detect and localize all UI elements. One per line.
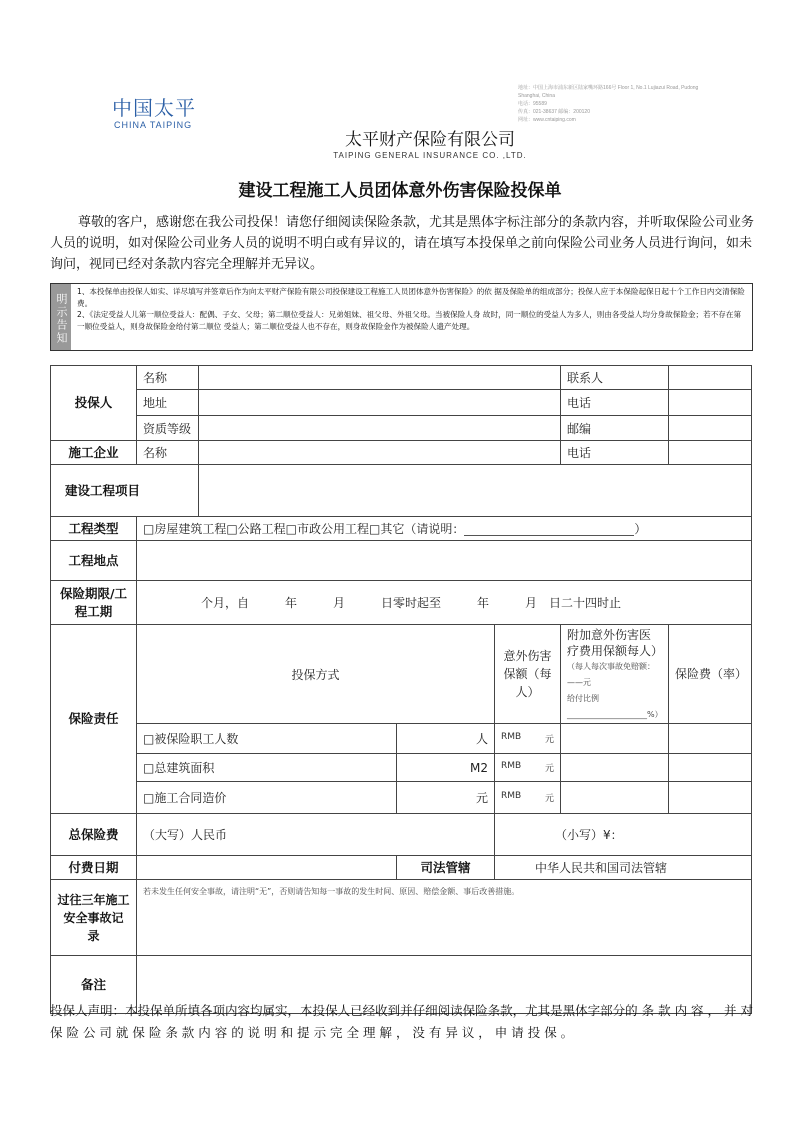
accident-header: 意外伤害保额（每人） xyxy=(495,625,561,724)
policyholder-label: 投保人 xyxy=(51,366,137,441)
project-location-label: 工程地点 xyxy=(51,541,137,581)
medical-amount-2[interactable] xyxy=(561,754,669,782)
notice-item: 1、本投保单由投保人如实、详尽填写并签章后作为向太平财产保险有限公司投保建设工程施工人员团体意外伤害保险》的依 据及保险单的组成部分；投保人应于本保险起保日起十个工作日内交清保险费。 xyxy=(77,287,745,308)
notice-label: 明示告知 xyxy=(51,284,71,350)
address-line: 地址：中国上海市浦东新区陆家嘴环路166号 Floor 1, No.1 Lujiazui Road, Pudong xyxy=(518,85,699,91)
qualification-field[interactable] xyxy=(199,416,561,441)
address-line: Shanghai, China xyxy=(518,93,555,99)
safety-history-field[interactable]: 若未发生任何安全事故，请注明“无”，否则请告知每一事故的发生时间、原因、赔偿金额、事后改善措施。 xyxy=(137,880,752,956)
project-label: 建设工程项目 xyxy=(51,465,199,517)
medical-header: 附加意外伤害医疗费用保额每人） xyxy=(567,628,664,658)
construction-company-label: 施工企业 xyxy=(51,441,137,465)
premium-rate-1[interactable] xyxy=(669,724,752,754)
total-premium-upper[interactable]: （大写）人民币 xyxy=(137,814,495,856)
rmb-label: RMB xyxy=(501,791,522,801)
document-title: 建设工程施工人员团体意外伤害保险投保单 xyxy=(238,181,562,201)
address-line: 传真：021-38637 邮编：200120 xyxy=(518,109,590,115)
construction-company-name-field[interactable] xyxy=(199,441,561,465)
payment-date-field[interactable] xyxy=(137,856,397,880)
logo-chinese: 中国太平 xyxy=(112,96,196,120)
option-insured-count[interactable]: □被保险职工人数 xyxy=(137,724,397,754)
period-label: 保险期限/工程工期 xyxy=(51,581,137,625)
medical-amount-1[interactable] xyxy=(561,724,669,754)
company-address-block xyxy=(518,84,778,124)
project-location-field[interactable] xyxy=(137,541,752,581)
safety-history-label: 过往三年施工安全事故记 录 xyxy=(51,880,137,956)
project-type-label: 工程类型 xyxy=(51,517,137,541)
method-header: 投保方式 xyxy=(137,625,495,724)
unit-persons: 人 xyxy=(397,724,495,754)
logo-english: CHINA TAIPING xyxy=(114,120,193,130)
company-name-chinese: 太平财产保险有限公司 xyxy=(345,130,515,150)
rmb-label: RMB xyxy=(501,732,522,742)
application-form-table xyxy=(50,365,752,1014)
project-type-other-field[interactable] xyxy=(464,523,634,536)
rmb-amount-1[interactable] xyxy=(495,724,561,754)
premium-rate-2[interactable] xyxy=(669,754,752,782)
intro-paragraph: 尊敬的客户，感谢您在我公司投保！请您仔细阅读保险条款，尤其是黑体字标注部分的条款内容，并听取保险公司业务人员的说明，如对保险公司业务人员的说明不明白或有异议的，请在填写本投保单之前向保险公司业务人员进行询问，如未询问，视同已经对条款内容完全理解并无异议。 xyxy=(50,215,755,272)
contact-field[interactable] xyxy=(669,366,752,390)
qualification-label: 资质等级 xyxy=(137,416,199,441)
company-name-label: 名称 xyxy=(137,441,199,465)
company-name-english: TAIPING GENERAL INSURANCE CO. ,LTD. xyxy=(333,151,527,160)
policyholder-name-field[interactable] xyxy=(199,366,561,390)
total-premium-lower[interactable]: （小写）¥： xyxy=(495,814,752,856)
contact-label: 联系人 xyxy=(561,366,669,390)
notice-body xyxy=(71,284,752,350)
project-type-close: ） xyxy=(634,522,647,536)
company-phone-field[interactable] xyxy=(669,441,752,465)
policyholder-declaration: 投保人声明：本投保单所填各项内容均属实，本投保人已经收到并仔细阅读保险条款，尤其是黑体字部分的 条 款 内 容 ， 并 对 保 险 公 司 就 保 险 条 款 内 容 的 说 明 和 提 示 完 全 理 解 ， 没 有 异 议 ， 申 请 投 保 。 xyxy=(50,1003,753,1040)
address-field[interactable] xyxy=(199,390,561,416)
address-label: 地址 xyxy=(137,390,199,416)
period-field[interactable]: 个月，自 年 月 日零时起至 年 月 日二十四时止 xyxy=(137,581,752,625)
phone-label: 电话 xyxy=(561,390,669,416)
rmb-label: RMB xyxy=(501,761,522,771)
phone-field[interactable] xyxy=(669,390,752,416)
premium-rate-3[interactable] xyxy=(669,782,752,814)
address-line: 电话：95589 xyxy=(518,101,547,107)
payment-date-label: 付费日期 xyxy=(51,856,137,880)
project-field[interactable] xyxy=(199,465,752,517)
jurisdiction-value: 中华人民共和国司法管辖 xyxy=(495,856,752,880)
address-line: 网址：www.cntaiping.com xyxy=(518,117,576,123)
total-premium-label: 总保险费 xyxy=(51,814,137,856)
postcode-label: 邮编 xyxy=(561,416,669,441)
option-building-area[interactable]: □总建筑面积 xyxy=(137,754,397,782)
premium-rate-header: 保险费（率） xyxy=(669,625,752,724)
medical-deductible: （每人每次事故免赔额：——元 xyxy=(567,662,656,687)
rmb-amount-2[interactable] xyxy=(495,754,561,782)
unit-square-meters: M2 xyxy=(397,754,495,782)
unit-yuan: 元 xyxy=(397,782,495,814)
medical-ratio: 给付比例____________________%） xyxy=(567,694,663,719)
company-phone-label: 电话 xyxy=(561,441,669,465)
project-type-checkboxes[interactable]: □房屋建筑工程□公路工程□市政公用工程□其它（请说明： xyxy=(143,522,465,536)
notice-item: 2、《法定受益人儿第一顺位受益人：配偶、子女、父母；第二顺位受益人：兄弟姐妹、祖父母、外祖父母。当被保险人身 故时，同一顺位的受益人为多人，则由各受益人均分身故保险金；若不存在第一顺位受益人，则身故保险金给付第二顺位 受益人；第二顺位受益人也不存在，则身故保险金作为被保险人遗产处理。 xyxy=(77,310,742,331)
project-type-options[interactable] xyxy=(137,517,752,541)
rmb-amount-3[interactable] xyxy=(495,782,561,814)
jurisdiction-label: 司法管辖 xyxy=(397,856,495,880)
yuan-label: 元 xyxy=(545,735,555,745)
yuan-label: 元 xyxy=(545,794,555,804)
coverage-label: 保险责任 xyxy=(51,625,137,814)
postcode-field[interactable] xyxy=(669,416,752,441)
yuan-label: 元 xyxy=(545,764,555,774)
name-label: 名称 xyxy=(137,366,199,390)
disclosure-notice xyxy=(50,283,753,351)
remarks-label: 备注 xyxy=(51,956,137,1014)
medical-amount-3[interactable] xyxy=(561,782,669,814)
option-contract-value[interactable]: □施工合同造价 xyxy=(137,782,397,814)
medical-header-cell xyxy=(561,625,669,724)
